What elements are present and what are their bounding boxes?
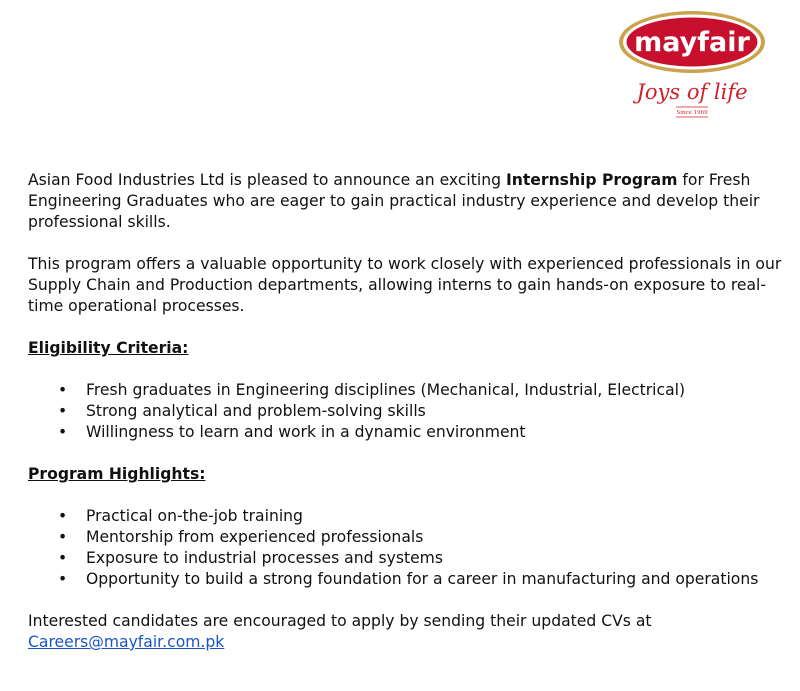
list-item-text: Strong analytical and problem-solving skills	[86, 402, 426, 420]
list-item	[28, 548, 788, 569]
bullet-icon: •	[58, 549, 68, 567]
highlights-list	[28, 506, 788, 590]
list-item-text: Opportunity to build a strong foundation for a career in manufacturing and operations	[86, 570, 759, 588]
list-item-text: Mentorship from experienced professionals	[86, 528, 424, 546]
list-item	[28, 401, 788, 422]
intro-text-end: for Fresh Engineering Graduates who are eager to gain practical industry experience and develop their professional skills.	[28, 171, 760, 231]
logo-wordmark: mayfair	[634, 27, 750, 58]
list-item	[28, 506, 788, 527]
intro-emphasis: Internship Program	[505, 171, 678, 189]
list-item	[28, 527, 788, 548]
apply-text: Interested candidates are encouraged to apply by sending their updated CVs at	[28, 612, 652, 630]
intro-paragraph	[28, 170, 788, 233]
mayfair-logo-graphic	[612, 6, 772, 121]
program-paragraph: This program offers a valuable opportunity to work closely with experienced professionals in our Supply Chain and Production departments, allowing interns to gain hands-on exposure to real-time operational processes.	[28, 255, 782, 315]
apply-paragraph	[28, 611, 788, 653]
list-item	[28, 569, 788, 590]
eligibility-list	[28, 380, 788, 443]
eligibility-heading: Eligibility Criteria:	[28, 339, 189, 357]
bullet-icon: •	[58, 423, 68, 441]
bullet-icon: •	[58, 528, 68, 546]
list-item	[28, 422, 788, 443]
list-item-text: Willingness to learn and work in a dynamic environment	[86, 423, 526, 441]
list-item-text: Practical on-the-job training	[86, 507, 303, 525]
bullet-icon: •	[58, 381, 68, 399]
list-item-text: Fresh graduates in Engineering disciplines (Mechanical, Industrial, Electrical)	[86, 381, 686, 399]
bullet-icon: •	[58, 402, 68, 420]
logo-since: Since 1969	[676, 110, 708, 116]
logo-tagline: Joys of life	[636, 80, 748, 104]
careers-email-link[interactable]: Careers@mayfair.com.pk	[28, 633, 225, 651]
announcement-body	[28, 170, 788, 674]
list-item	[28, 380, 788, 401]
intro-text-start: Asian Food Industries Ltd is pleased to announce an exciting	[28, 171, 506, 189]
mayfair-logo	[612, 6, 772, 121]
bullet-icon: •	[58, 570, 68, 588]
highlights-heading: Program Highlights:	[28, 465, 206, 483]
list-item-text: Exposure to industrial processes and systems	[86, 549, 443, 567]
bullet-icon: •	[58, 507, 68, 525]
